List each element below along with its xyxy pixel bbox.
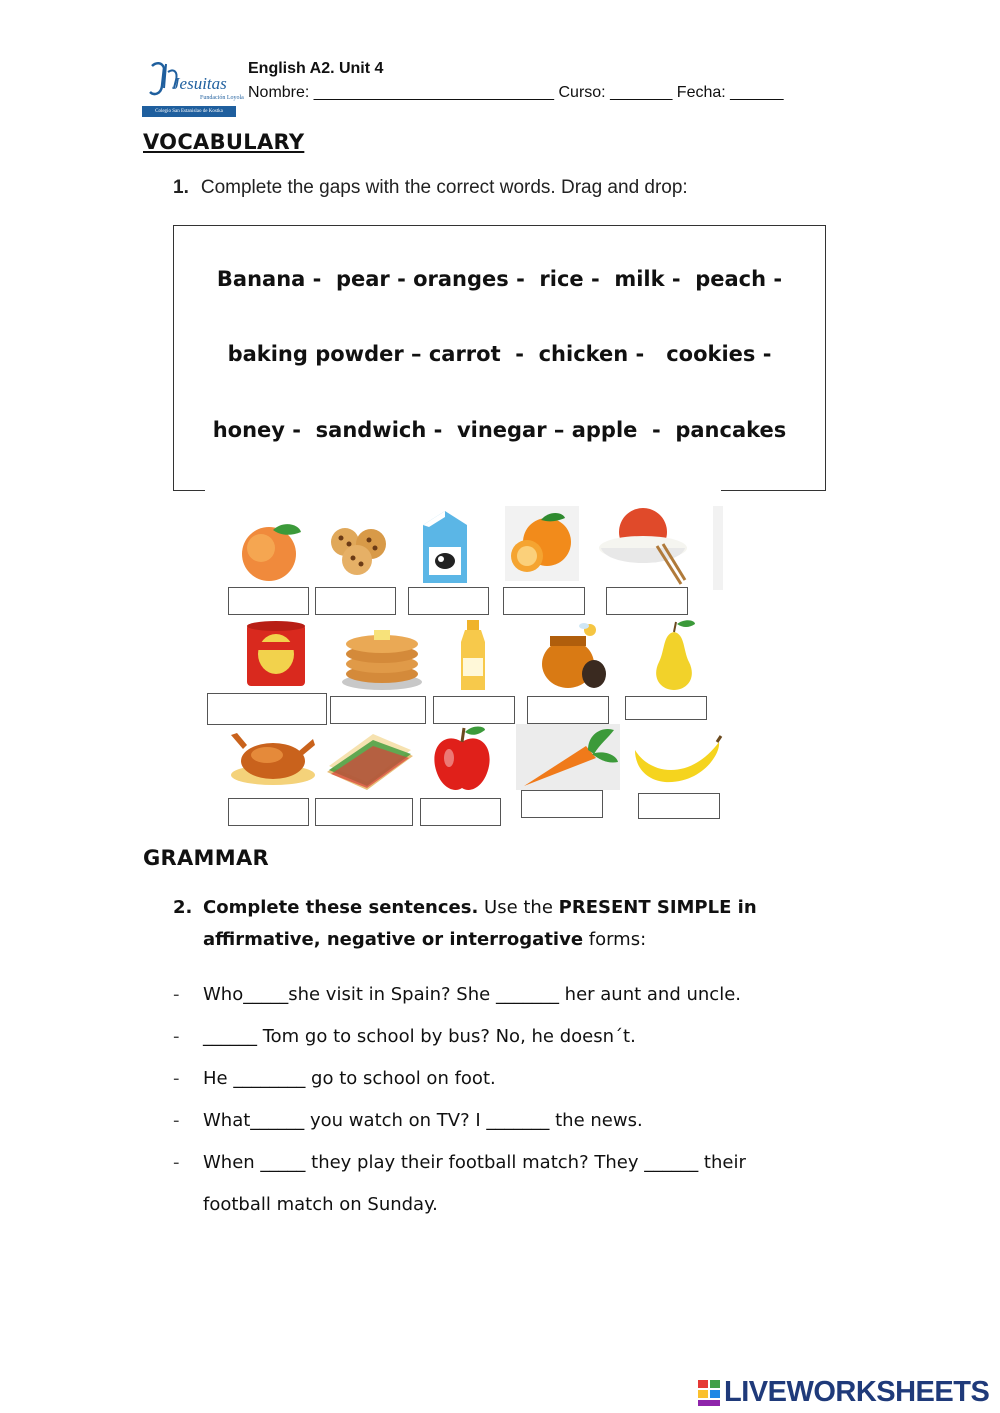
sentence-text[interactable]: When _____ they play their football match? They ______ their: [203, 1152, 746, 1173]
bullet-dash: -: [173, 1026, 180, 1047]
answer-box-carrot[interactable]: [521, 790, 603, 818]
answer-box-apple[interactable]: [420, 798, 501, 826]
worksheet-title: English A2. Unit 4: [248, 60, 384, 77]
answer-box-rice[interactable]: [606, 587, 688, 615]
answer-box-baking-powder[interactable]: [207, 693, 327, 725]
student-fields-line: Nombre: ___________________________ Curso: _______ Fecha: ______: [248, 84, 784, 101]
sentence-text[interactable]: He ________ go to school on foot.: [203, 1068, 496, 1089]
answer-box-sandwich[interactable]: [315, 798, 413, 826]
pancakes-icon: [340, 620, 424, 692]
vocabulary-heading: VOCABULARY: [143, 130, 305, 154]
milk-icon: [415, 505, 475, 585]
oranges-icon: [505, 506, 579, 581]
answer-box-peach[interactable]: [228, 587, 309, 615]
peach-icon: [237, 518, 307, 583]
logo-text: Jesuitas: [172, 74, 227, 93]
logo-bar: Colegio San Estanislao de Kostka: [142, 106, 236, 117]
answer-box-vinegar[interactable]: [433, 696, 515, 724]
instruction-plain-1: Use the: [478, 897, 559, 918]
instruction-bold-2: PRESENT SIMPLE in affirmative, negative or interrogative: [203, 897, 757, 950]
baking-powder-icon: [243, 618, 309, 690]
bullet-dash: -: [173, 1110, 180, 1131]
rice-icon: [597, 506, 689, 586]
exercise-1-text: Complete the gaps with the correct words. Drag and drop:: [200, 177, 688, 198]
word-bank-row-3[interactable]: honey - sandwich - vinegar – apple - pancakes: [212, 418, 787, 442]
exercise-2-number: 2.: [173, 897, 193, 918]
food-picture-grid: [205, 500, 724, 823]
liveworksheets-logo-icon: [698, 1378, 722, 1408]
carrot-icon: [516, 724, 620, 790]
sentence-text[interactable]: football match on Sunday.: [203, 1194, 438, 1215]
word-bank-row-2[interactable]: baking powder – carrot - chicken - cookies -: [227, 342, 772, 366]
answer-box-banana[interactable]: [638, 793, 720, 819]
answer-box-cookies[interactable]: [315, 587, 396, 615]
word-bank-box: [173, 225, 826, 491]
cropped-picture-edge: [713, 506, 723, 590]
grammar-heading: GRAMMAR: [143, 846, 269, 870]
honey-icon: [538, 618, 610, 692]
answer-box-pear[interactable]: [625, 696, 707, 720]
sentence-text[interactable]: Who_____she visit in Spain? She _______ her aunt and uncle.: [203, 984, 741, 1005]
sentence-text[interactable]: What______ you watch on TV? I _______ the news.: [203, 1110, 643, 1131]
word-bank-row-1[interactable]: Banana - pear - oranges - rice - milk - peach -: [216, 267, 783, 291]
exercise-2-text: [203, 892, 803, 956]
exercise-1-instruction: [173, 177, 688, 199]
answer-box-honey[interactable]: [527, 696, 609, 724]
chicken-icon: [227, 725, 317, 790]
instruction-bold-1: Complete these sentences.: [203, 897, 479, 918]
vinegar-icon: [455, 620, 491, 692]
jesuitas-logo: [142, 60, 244, 118]
instruction-plain-2: forms:: [583, 929, 647, 950]
cookies-icon: [325, 522, 393, 577]
exercise-1-number: 1.: [173, 177, 189, 198]
banana-icon: [631, 732, 723, 788]
pear-icon: [649, 618, 699, 692]
word-box-gap: [205, 486, 721, 492]
apple-icon: [429, 724, 495, 796]
answer-box-milk[interactable]: [408, 587, 489, 615]
bullet-dash: -: [173, 1152, 180, 1173]
bullet-dash: -: [173, 984, 180, 1005]
logo-subtext: Fundación Loyola: [200, 95, 244, 101]
sandwich-icon: [323, 732, 417, 792]
liveworksheets-brand[interactable]: LIVEWORKSHEETS: [724, 1376, 990, 1408]
answer-box-pancakes[interactable]: [330, 696, 426, 724]
answer-box-chicken[interactable]: [228, 798, 309, 826]
answer-box-oranges[interactable]: [503, 587, 585, 615]
bullet-dash: -: [173, 1068, 180, 1089]
sentence-text[interactable]: ______ Tom go to school by bus? No, he doesn´t.: [203, 1026, 636, 1047]
